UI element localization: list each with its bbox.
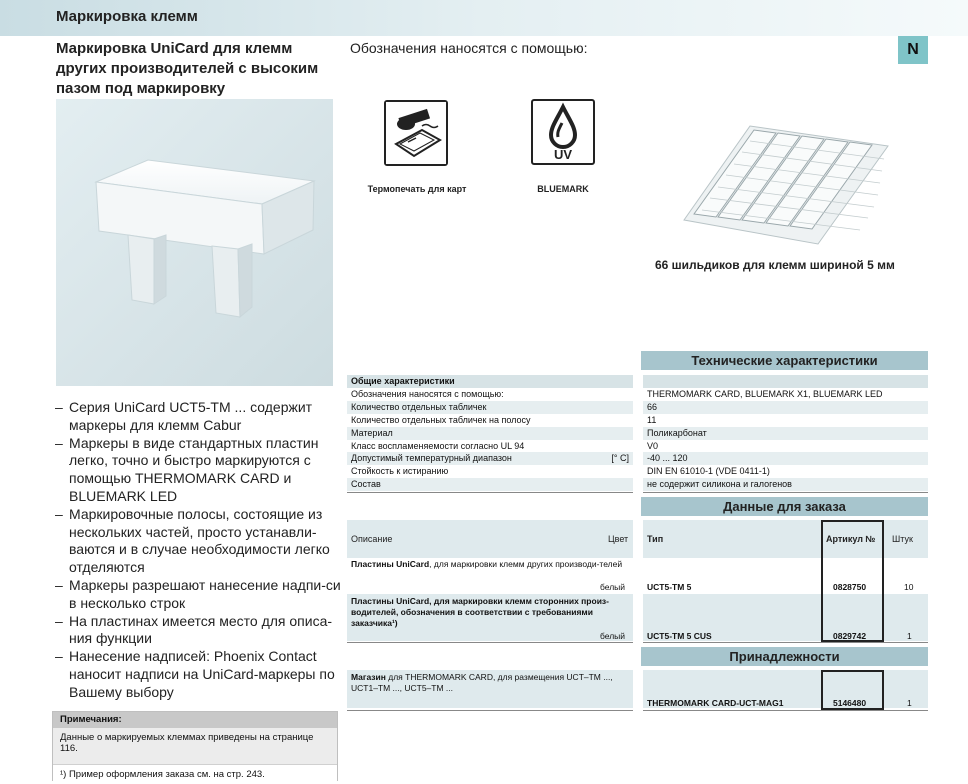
feature-item: – Маркировочные полосы, состоящие из нескольких частей, просто устанавли-ваются и в случае необходимости легко отделяются — [52, 506, 342, 577]
spec-label-row: Материал — [347, 427, 633, 440]
page-title: Маркировка клемм — [56, 8, 198, 25]
product-photo — [56, 99, 333, 386]
spec-value: 11 — [647, 414, 657, 425]
svg-text:UV: UV — [553, 147, 573, 162]
notes-heading: Примечания: — [53, 712, 337, 728]
accessory-qty: 1 — [907, 698, 912, 708]
divider — [643, 492, 928, 493]
spec-label-row: Количество отдельных табличек — [347, 401, 633, 414]
order-header-band — [643, 520, 928, 558]
spec-value: Поликарбонат — [643, 427, 928, 440]
accessories-heading: Принадлежности — [641, 647, 928, 666]
col-qty: Штук — [892, 534, 913, 544]
feature-item: – Нанесение надписей: Phoenix Contact наносит надписи на UniCard-маркеры по Вашему выбору — [52, 648, 342, 701]
thermal-printer-icon — [384, 100, 448, 166]
order-item-description: Пластины UniCard, для маркировки клемм сторонних произ-водителей, обозначения в соответствии с требованиями заказчика¹) — [351, 596, 609, 628]
col-color: Цвет — [608, 534, 629, 544]
tech-heading: Технические характеристики — [641, 351, 928, 370]
feature-item: – Маркеры разрешают нанесение надпи-си в несколько строк — [52, 577, 342, 613]
spec-value: V0 — [647, 440, 659, 451]
sheet-caption: 66 шильдиков для клемм шириной 5 мм — [655, 258, 895, 272]
marker-card-image — [56, 99, 333, 386]
marker-sheet-image — [680, 112, 890, 252]
accessory-article-frame — [821, 670, 884, 710]
notes-box — [52, 711, 338, 781]
accessory-article: 5146480 — [833, 698, 867, 708]
applied-label: Обозначения наносятся с помощью: — [350, 40, 588, 56]
uv-ink-drop-icon — [531, 99, 595, 165]
order-item-qty: 10 — [904, 582, 914, 592]
order-item-color: белый — [600, 631, 626, 641]
col-type: Тип — [647, 534, 664, 544]
method-caption-thermal: Термопечать для карт — [367, 184, 467, 194]
order-item-type: UCT5-TM 5 — [647, 582, 692, 592]
order-item-article: 0829742 — [833, 631, 867, 641]
order-item-article: 0828750 — [833, 582, 867, 592]
col-description: Описание — [351, 534, 393, 544]
spec-value: DIN EN 61010-1 (VDE 0411-1) — [647, 466, 770, 477]
product-title: Маркировка UniCard для клемм других производителей с высоким пазом под маркировку — [56, 40, 319, 97]
spec-value: -40 ... 120 — [643, 452, 928, 465]
divider — [347, 492, 633, 493]
method-caption-bluemark: BLUEMARK — [537, 184, 589, 194]
divider — [643, 710, 928, 711]
spec-label-row: Стойкость к истиранию — [351, 466, 449, 477]
spec-label-row: Количество отдельных табличек на полосу — [351, 414, 531, 425]
order-item-qty: 1 — [907, 631, 912, 641]
spec-value: не содержит силикона и галогенов — [643, 478, 928, 491]
feature-item: – На пластинах имеется место для описа-ния функции — [52, 613, 342, 649]
accessory-type: THERMOMARK CARD-UCT-MAG1 — [647, 698, 784, 708]
order-heading: Данные для заказа — [641, 497, 928, 516]
general-specs-values — [643, 375, 928, 491]
spec-unit: [° C] — [611, 453, 629, 464]
feature-item: – Маркеры в виде стандартных пластин легко, точно и быстро маркируются с помощью THERMOMARK CARD и BLUEMARK LED — [52, 435, 342, 506]
notes-body: Данные о маркируемых клеммах приведены на странице 116. — [53, 728, 337, 764]
spec-label-row: Обозначения наносятся с помощью: — [351, 389, 504, 399]
general-specs-labels — [347, 375, 633, 491]
accessory-description: Магазин для THERMOMARK CARD, для размещения UCT–TM ..., UCT1–TM ..., UCT5–TM ... — [351, 672, 613, 693]
divider — [643, 642, 928, 643]
spec-label-row: Класс воспламеняемости согласно UL 94 — [351, 440, 525, 451]
article-column-frame — [821, 520, 884, 642]
spec-value: 66 — [643, 401, 928, 414]
section-badge: N — [898, 36, 928, 64]
notes-footnote: ¹) Пример оформления заказа см. на стр. 243. — [53, 764, 337, 784]
order-item-description: Пластины UniCard, для маркировки клемм других производи-телей — [351, 559, 623, 569]
feature-item: – Серия UniCard UCT5-TM ... содержит маркеры для клемм Cabur — [52, 399, 342, 435]
spec-label-row: Допустимый температурный диапазон [° C] — [347, 452, 633, 465]
general-heading: Общие характеристики — [347, 375, 633, 388]
order-item-color: белый — [600, 582, 626, 592]
divider — [347, 642, 633, 643]
spec-label-row: Состав — [347, 478, 633, 491]
feature-list — [52, 399, 342, 702]
divider — [347, 710, 633, 711]
col-article: Артикул № — [826, 534, 876, 544]
order-item-type: UCT5-TM 5 CUS — [647, 631, 712, 641]
spec-value: THERMOMARK CARD, BLUEMARK X1, BLUEMARK LED — [647, 389, 883, 399]
